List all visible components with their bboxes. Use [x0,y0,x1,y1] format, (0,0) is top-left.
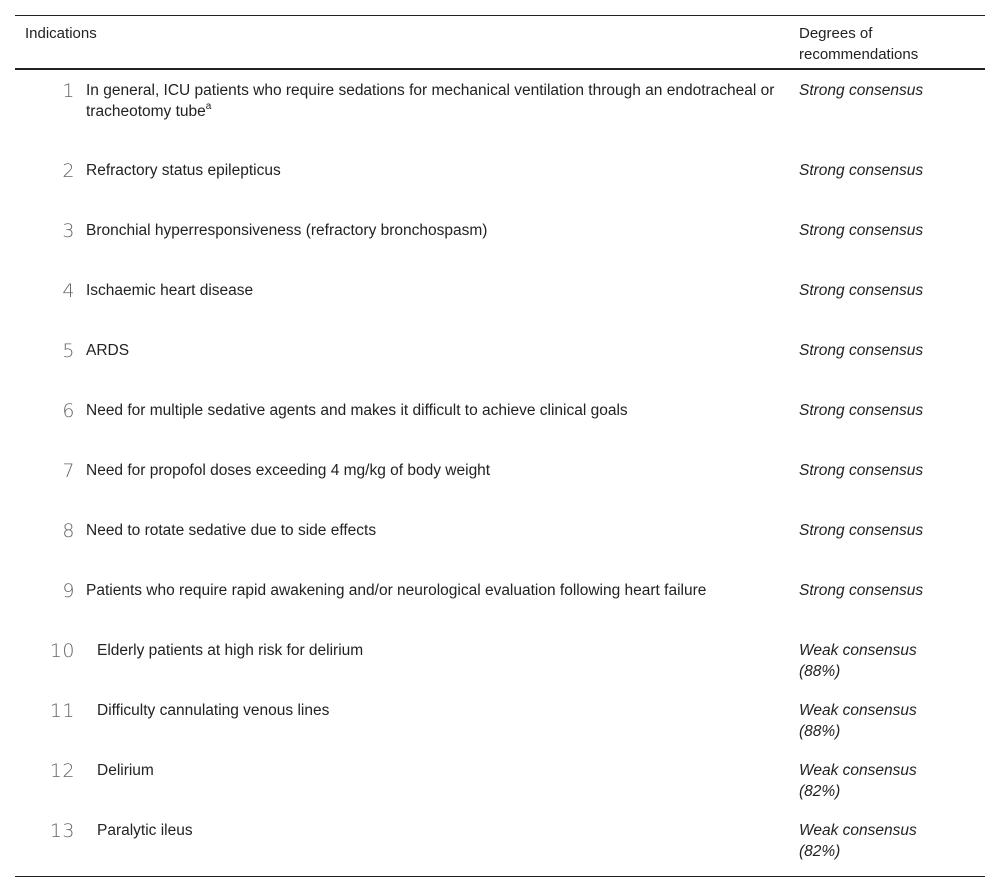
row-indication [86,400,776,421]
table-row [15,639,985,699]
row-number: 2 [62,160,75,182]
indication-text: Bronchial hyperresponsiveness (refractory bronchospasm) [86,222,488,239]
header-degrees: Degrees of recommendations [799,25,919,63]
row-degree: Strong consensus [799,582,924,599]
row-indication [86,580,776,601]
row-degree: Strong consensus [799,342,924,359]
header-indications: Indications [25,25,97,42]
table-row [15,79,985,139]
row-number: 6 [62,400,75,422]
indication-text: Delirium [97,762,154,779]
row-indication [86,160,776,181]
indication-text: Need for propofol doses exceeding 4 mg/kg of body weight [86,462,491,479]
row-number: 11 [49,700,75,722]
indication-text: Paralytic ileus [97,822,193,839]
table-header-rule [15,68,985,70]
row-indication [97,640,787,661]
row-indication [86,280,776,301]
row-indication [86,80,776,122]
row-number: 10 [49,640,75,662]
row-degree: Strong consensus [799,162,924,179]
indication-text: Elderly patients at high risk for delirium [97,642,364,659]
indication-text: Difficulty cannulating venous lines [97,702,330,719]
row-indication [86,520,776,541]
row-number: 13 [49,820,75,842]
table-bottom-rule [15,876,985,877]
row-number: 5 [62,340,75,362]
table-top-rule [15,15,985,16]
row-number: 12 [49,760,75,782]
row-number: 3 [62,220,75,242]
row-degree: Strong consensus [799,282,924,299]
row-degree: Strong consensus [799,402,924,419]
table-row [15,219,985,279]
row-degree: Strong consensus [799,462,924,479]
row-degree: Strong consensus [799,82,924,99]
indication-text: Refractory status epilepticus [86,162,281,179]
row-degree: Weak consensus (88%) [799,702,917,740]
row-number: 7 [62,460,75,482]
row-degree: Strong consensus [799,522,924,539]
row-indication [97,820,787,841]
indication-text: Need to rotate sedative due to side effects [86,522,377,539]
table-row [15,579,985,639]
table-row [15,519,985,579]
indication-text: Ischaemic heart disease [86,282,254,299]
table-row [15,399,985,459]
indication-text: Patients who require rapid awakening and/or neurological evaluation following heart failure [86,582,707,599]
row-degree: Weak consensus (82%) [799,822,917,860]
table-row [15,459,985,519]
table-row [15,159,985,219]
row-number: 4 [62,280,75,302]
row-indication [86,340,776,361]
row-indication [97,760,787,781]
row-number: 8 [62,520,75,542]
row-indication [86,220,776,241]
table-row [15,759,985,819]
table-row [15,339,985,399]
indication-text: ARDS [86,342,130,359]
row-degree: Weak consensus (82%) [799,762,917,800]
row-indication [97,700,787,721]
indication-text: Need for multiple sedative agents and makes it difficult to achieve clinical goals [86,402,628,419]
table-row [15,699,985,759]
table-row [15,819,985,879]
row-number: 1 [62,80,75,102]
indication-text: In general, ICU patients who require sedations for mechanical ventilation through an endotracheal or tracheotomy tube [86,82,775,120]
row-number: 9 [62,580,75,602]
row-indication [86,460,776,481]
row-degree: Strong consensus [799,222,924,239]
footnote-marker: a [205,100,212,112]
row-degree: Weak consensus (88%) [799,642,917,680]
table-row [15,279,985,339]
